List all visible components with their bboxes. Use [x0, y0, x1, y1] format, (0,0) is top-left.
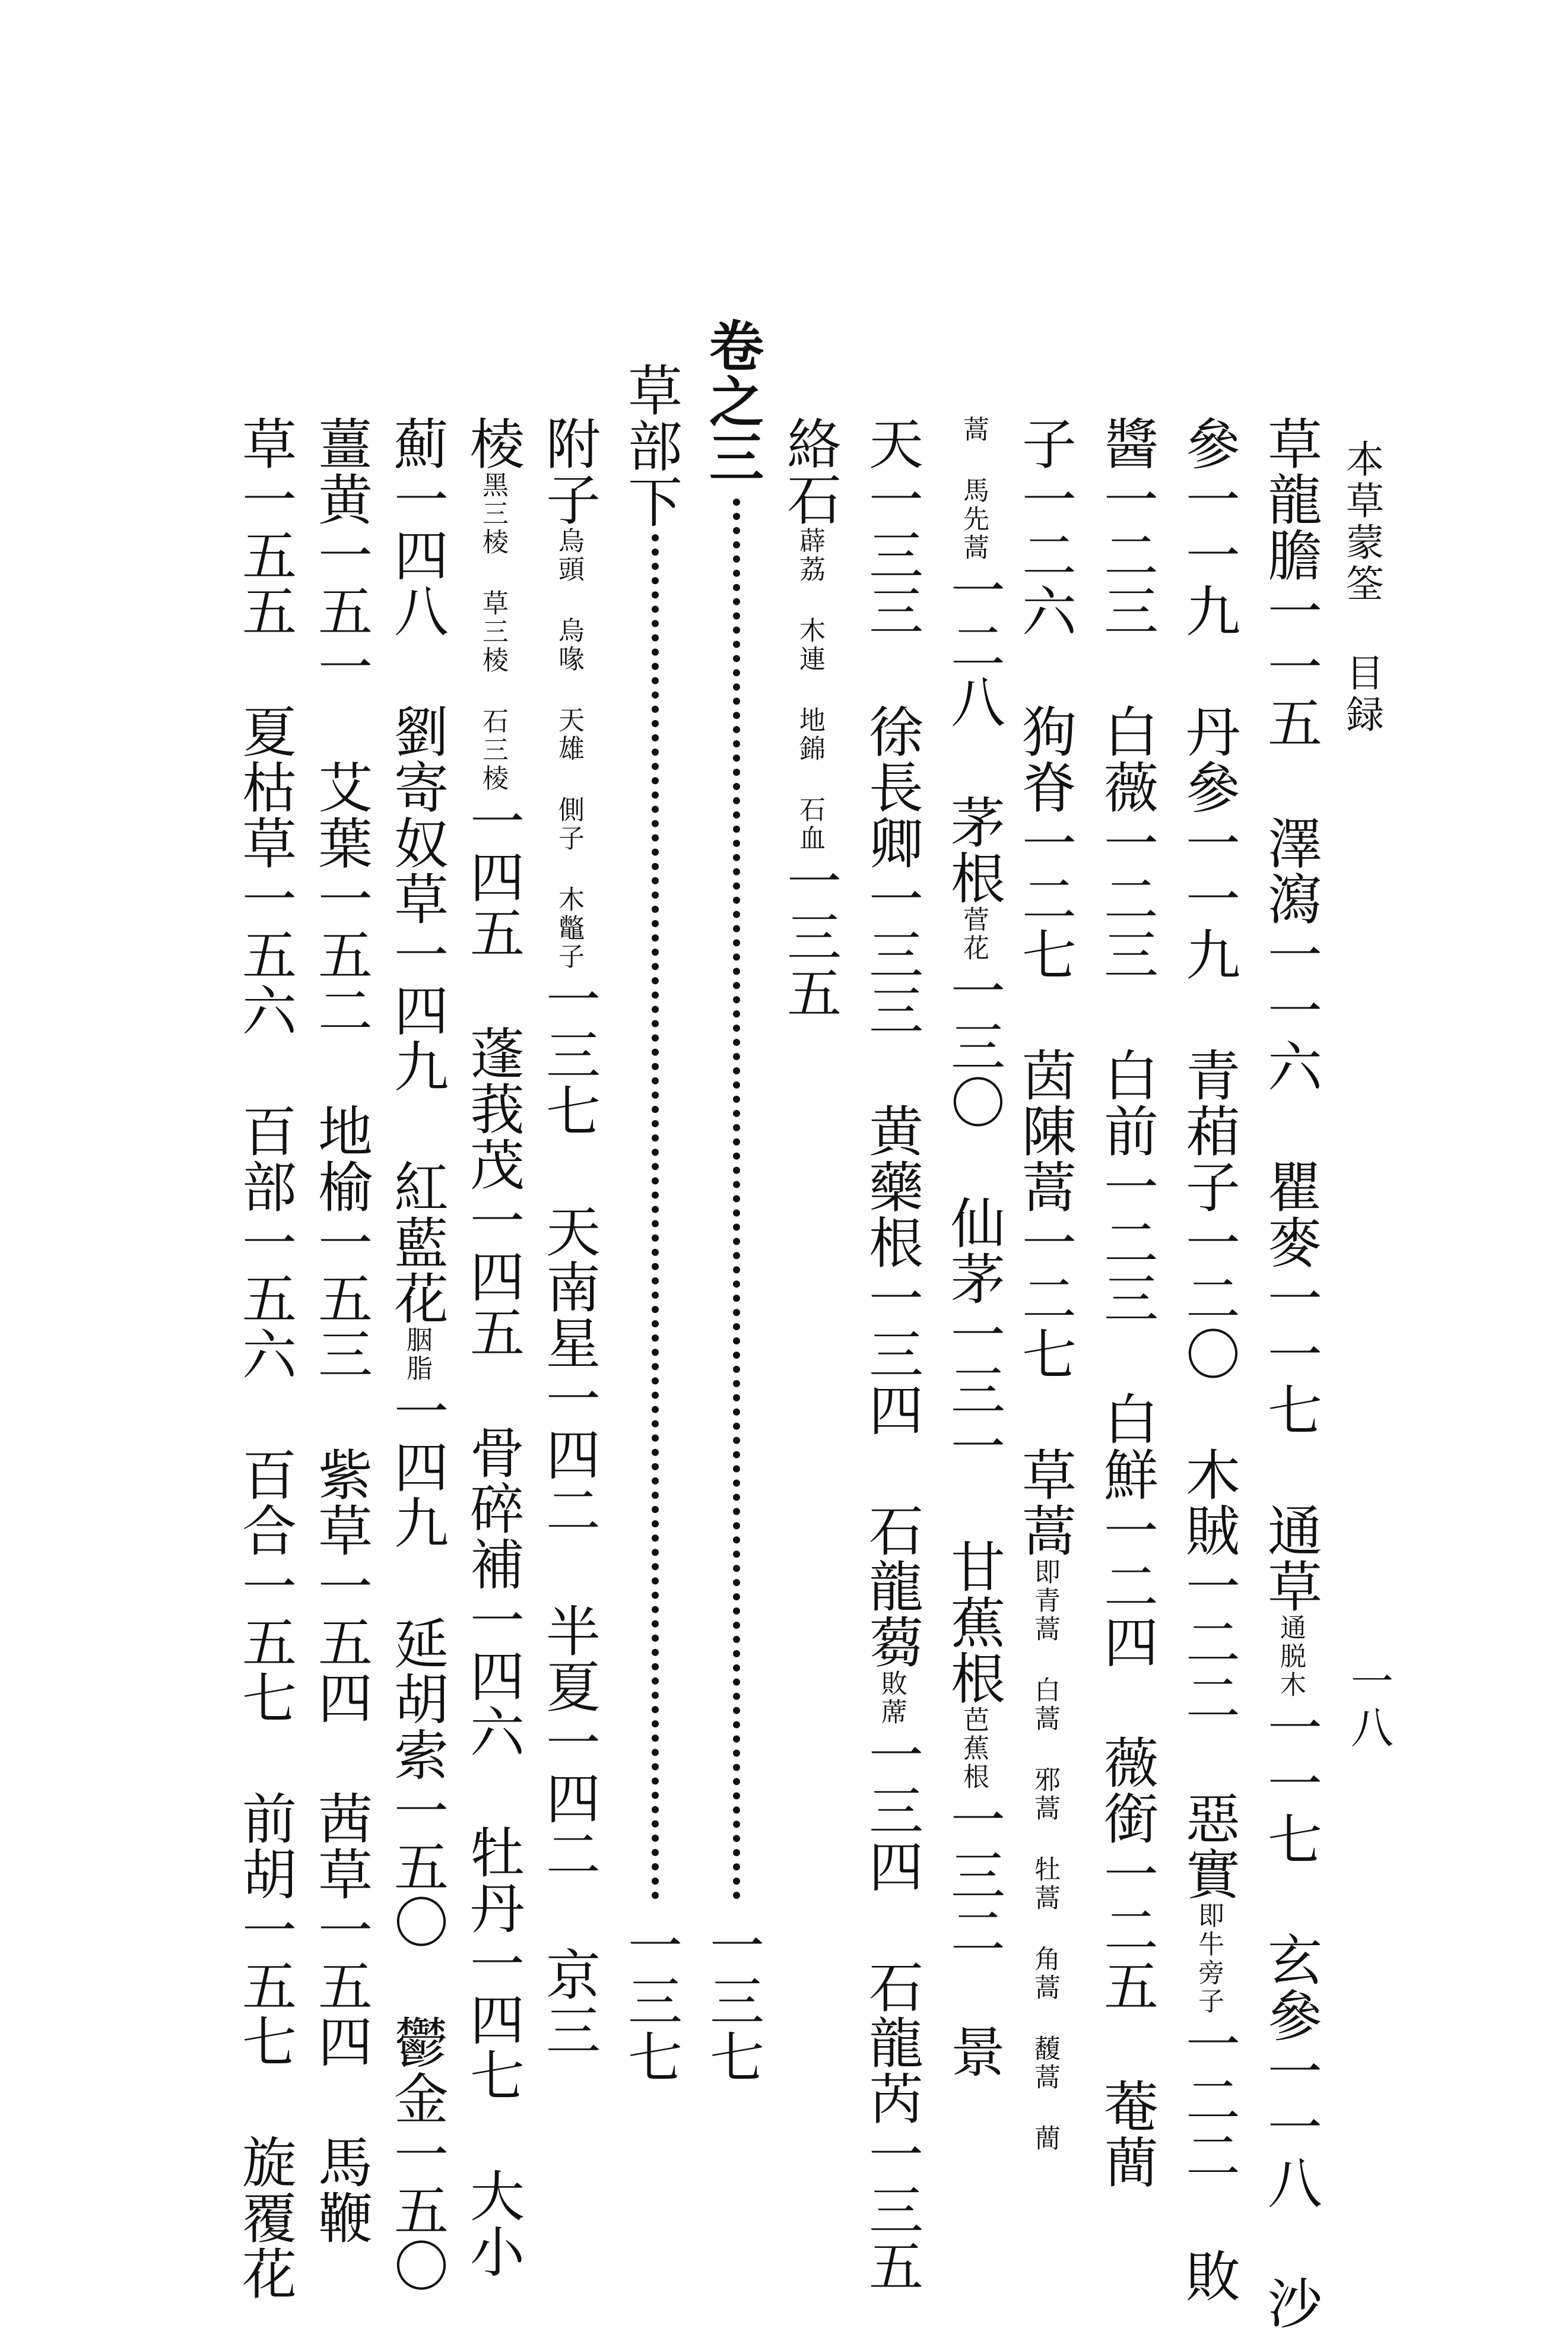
toc-entry-text: 一二八 茅根 [942, 562, 1005, 906]
book-title: 本草蒙筌 目録 [1340, 439, 1383, 736]
part-page-number: 一三七 [619, 1917, 683, 2085]
toc-column-10 [385, 416, 449, 2294]
part-heading: 草部下 [619, 362, 683, 529]
toc-entry-text: 醬一二三 白薇一二三 白前一二三 白鮮一二四 薇銜一二五 菴蕳 [1095, 416, 1158, 2190]
toc-column-6 [860, 416, 923, 2294]
toc-note: 即青蒿 白蒿 邪蒿 牡蒿 角蒿 𧄦蒿 蕳 [1030, 1558, 1060, 2153]
toc-note: 薜荔 木連 地錦 石血 [795, 527, 825, 853]
toc-note: 芭蕉根 [958, 1706, 989, 1791]
toc-entry-text: 一四九 延胡索一五〇 鬱金一五〇 [385, 1383, 449, 2294]
volume-heading: 卷之三 [700, 318, 764, 485]
toc-note: 胭脂 [402, 1326, 432, 1383]
toc-column-11 [309, 416, 373, 2246]
toc-entry-text: 草龍膽一一五 澤瀉一一六 瞿麥一一七 通草 [1259, 416, 1322, 1614]
volume-leader-dots [733, 499, 740, 1899]
toc-note: 菅花 [958, 906, 989, 963]
toc-column-2 [1177, 416, 1240, 2304]
toc-entry-text: 一三五 [778, 853, 842, 1020]
toc-entry-text: 一三四 石龍芮一三五 [860, 1727, 923, 2294]
toc-column-9 [461, 416, 525, 2279]
toc-entry-text: 一一七 玄參一一八 沙 [1259, 1699, 1322, 2331]
toc-column-5 [942, 416, 1005, 2079]
part-leader-dots [652, 534, 659, 1899]
toc-note: 敗蓆 [877, 1670, 907, 1727]
toc-entry-text: 附子 [537, 416, 601, 527]
toc-column-7 [778, 416, 842, 1020]
toc-note: 蒿 馬先蒿 [958, 416, 989, 562]
page-number: 一八 [1344, 1659, 1394, 1752]
toc-note: 通脱木 [1275, 1614, 1306, 1699]
toc-column-4 [1013, 416, 1077, 2153]
volume-page-number: 一三七 [701, 1917, 764, 2085]
toc-entry-text: 草一五五 夏枯草一五六 百部一五六 百合一五七 前胡一五七 旋覆花 [233, 416, 297, 2301]
toc-entry-text: 絡石 [778, 416, 842, 527]
toc-entry-text: 子一二六 狗脊一二七 茵陳蒿一二七 草蒿 [1013, 416, 1077, 1558]
toc-column-12 [233, 416, 297, 2301]
toc-entry-text: 一三七 天南星一四二 半夏一四二 京三 [537, 971, 601, 2058]
toc-entry-text: 一四五 蓬莪茂一四五 骨碎補一四六 牡丹一四七 大小 [461, 793, 525, 2279]
toc-entry-text: 薑黄一五一 艾葉一五二 地榆一五三 紫草一五四 茜草一五四 馬鞭 [309, 416, 373, 2246]
toc-entry-text: 一三二 景 [942, 1791, 1005, 2079]
toc-column-3 [1095, 416, 1158, 2190]
toc-note: 黑三棱 草三棱 石三棱 [478, 471, 508, 793]
toc-entry-text: 一二二 敗 [1177, 2016, 1240, 2304]
toc-column-8 [537, 416, 601, 2058]
toc-entry-text: 一三〇 仙茅一三一 甘蕉根 [942, 963, 1005, 1706]
toc-note: 即牛旁子 [1194, 1902, 1224, 2016]
toc-entry-text: 天一三三 徐長卿一三三 黄藥根一三四 石龍蒭 [860, 416, 923, 1670]
toc-entry-text: 薊一四八 劉寄奴草一四九 紅藍花 [385, 416, 449, 1326]
toc-note: 烏頭 烏喙 天雄 側子 木鼈子 [554, 527, 584, 971]
toc-entry-text: 棱 [461, 416, 525, 471]
toc-column-1 [1259, 416, 1322, 2331]
toc-entry-text: 參一一九 丹參一一九 青葙子一二〇 木賊一二二 惡實 [1177, 416, 1240, 1902]
